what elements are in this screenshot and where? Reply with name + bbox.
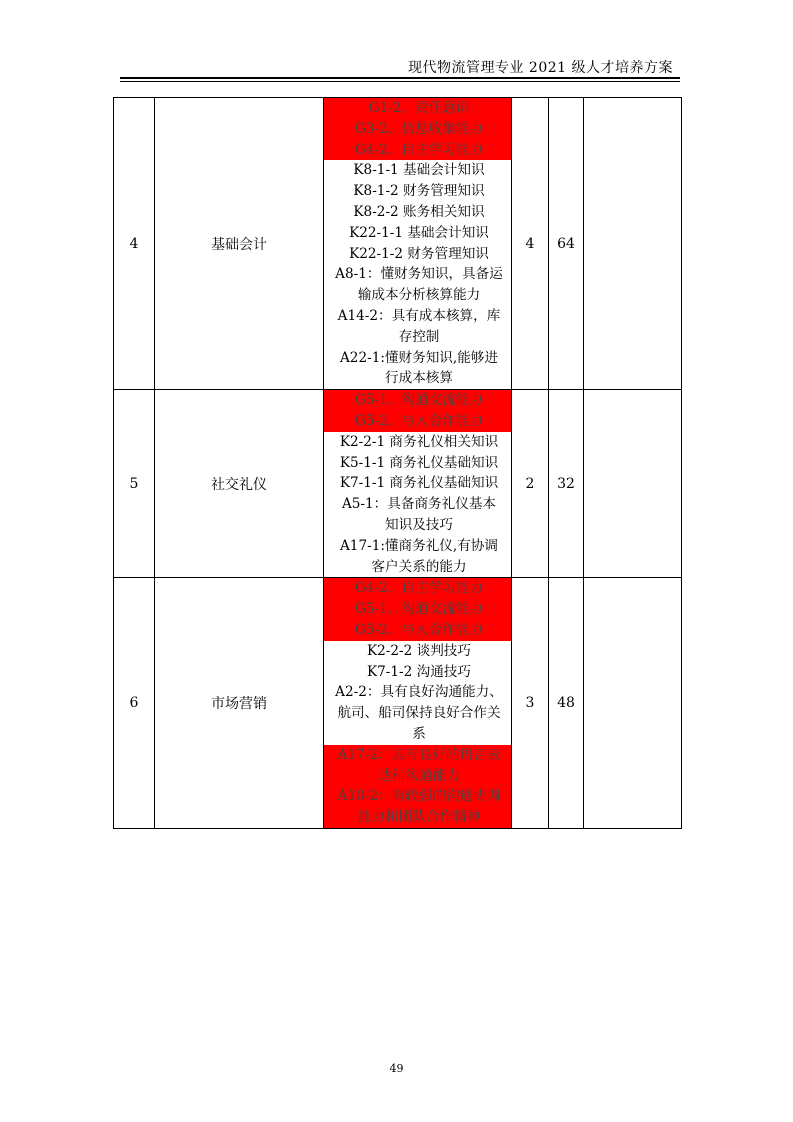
ability-line: K22-1-2 财务管理知识 <box>349 245 489 262</box>
ability-line: A5-1：具备商务礼仪基本 <box>341 496 497 513</box>
ability-line: 知识及技巧 <box>385 516 453 533</box>
ability-line: 输成本分析核算能力 <box>357 287 481 304</box>
ability-line-highlighted: G5-1、沟通交流能力 <box>324 390 511 411</box>
course-name: 市场营销 <box>155 578 324 829</box>
course-index: 6 <box>114 578 155 829</box>
course-credits: 4 <box>512 98 549 390</box>
course-hours: 48 <box>549 578 584 829</box>
ability-line: A14-2：具有成本核算，库 <box>337 307 501 324</box>
course-abilities <box>324 98 512 390</box>
course-index: 4 <box>114 98 155 390</box>
course-table <box>113 97 682 829</box>
ability-line-highlighted: G4-2、自主学习能力 <box>324 578 511 599</box>
ability-line: A17-1:懂商务礼仪,有协调 <box>339 537 498 554</box>
course-row <box>114 390 682 578</box>
ability-line-highlighted: 能力和团队合作精神 <box>324 807 511 828</box>
ability-line: K8-1-1 基础会计知识 <box>353 162 485 179</box>
course-name: 社交礼仪 <box>155 390 324 578</box>
ability-line: K8-2-2 账务相关知识 <box>353 203 485 220</box>
course-hours: 32 <box>549 390 584 578</box>
ability-line-highlighted: A10-2：有较强的沟通协调 <box>324 786 511 807</box>
course-row <box>114 98 682 390</box>
course-credits: 3 <box>512 578 549 829</box>
ability-line: K7-1-1 商务礼仪基础知识 <box>339 475 499 492</box>
course-remarks <box>584 578 682 829</box>
course-hours: 64 <box>549 98 584 390</box>
course-remarks <box>584 390 682 578</box>
ability-line: 行成本核算 <box>385 370 453 387</box>
ability-line: K2-2-1 商务礼仪相关知识 <box>339 433 499 450</box>
ability-line: K5-1-1 商务礼仪基础知识 <box>339 454 499 471</box>
ability-line-highlighted: G3-2、信息收集能力 <box>324 119 511 140</box>
ability-line-highlighted: G5-2、与人合作能力 <box>324 620 511 641</box>
page-number: 49 <box>389 1062 404 1075</box>
ability-line: K7-1-2 沟通技巧 <box>367 663 471 680</box>
course-name: 基础会计 <box>155 98 324 390</box>
ability-line: 存控制 <box>398 328 440 345</box>
course-index: 5 <box>114 390 155 578</box>
ability-line-highlighted: G5-1、沟通交流能力 <box>324 599 511 620</box>
ability-line: 系 <box>412 725 426 742</box>
course-table-body <box>114 98 682 829</box>
course-remarks <box>584 98 682 390</box>
course-credits: 2 <box>512 390 549 578</box>
document-header-title: 现代物流管理专业 2021 级人才培养方案 <box>407 60 673 76</box>
ability-line: 客户关系的能力 <box>371 558 467 575</box>
header-rule-thin <box>120 81 680 82</box>
course-abilities <box>324 578 512 829</box>
ability-line-highlighted: G4-2、自主学习能力 <box>324 140 511 161</box>
header-rule-thick <box>120 77 680 79</box>
ability-line-highlighted: G5-2、与人合作能力 <box>324 411 511 432</box>
ability-line: A22-1:懂财务知识,能够进 <box>339 349 498 366</box>
ability-line: A2-2：具有良好沟通能力、 <box>335 684 503 701</box>
ability-line: A8-1：懂财务知识，具备运 <box>335 266 503 283</box>
ability-line-highlighted: 达和沟通能力 <box>324 766 511 787</box>
ability-line: 航司、船司保持良好合作关 <box>337 705 501 722</box>
course-row <box>114 578 682 829</box>
ability-line: K22-1-1 基础会计知识 <box>349 224 489 241</box>
ability-line: K8-1-2 财务管理知识 <box>353 183 485 200</box>
ability-line: K2-2-2 谈判技巧 <box>367 642 471 659</box>
ability-line-highlighted: A17-2：具有良好的语言表 <box>324 745 511 766</box>
ability-line-highlighted: G1-2、责任意识 <box>324 98 511 119</box>
course-abilities <box>324 390 512 578</box>
